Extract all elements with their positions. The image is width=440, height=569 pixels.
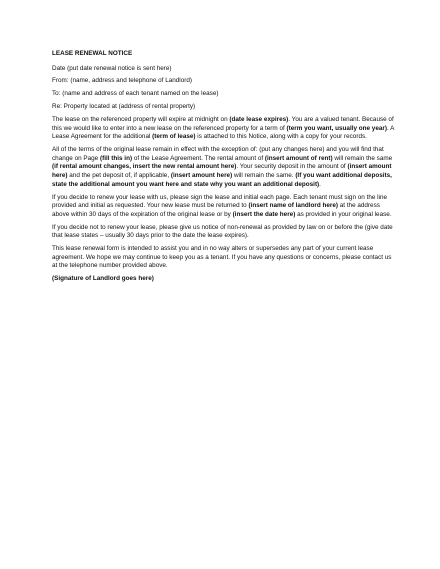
text: as provided in your original lease.: [295, 210, 392, 218]
text: The lease on the referenced property will expire at midnight on: [52, 116, 230, 124]
placeholder-security-deposit: (insert amount here): [52, 163, 392, 180]
date-line: Date (put date renewal notice is sent here): [52, 64, 172, 72]
paragraph-lease-expiry: [52, 116, 397, 142]
text: will remain the same: [332, 154, 393, 162]
from-line: From: (name, address and telephone of Landlord): [52, 77, 192, 85]
text: and the pet deposit of, if applicable,: [67, 172, 171, 180]
re-line: Re: Property located at (address of rental property): [52, 103, 196, 111]
document-title: LEASE RENEWAL NOTICE: [52, 50, 133, 57]
text: All of the terms of the original lease remain in effect with the exception of: (put any changes here) and you will find that change on Page: [52, 146, 384, 162]
signature-line: [52, 275, 397, 284]
text: is attached to this Notice, along with a copy for your records.: [195, 133, 367, 141]
placeholder-return-date: (insert the date here): [232, 210, 296, 218]
paragraph-lease-terms: [52, 146, 397, 189]
placeholder-landlord-name: (insert name of landlord here): [248, 202, 338, 210]
placeholder-page: (fill this in): [99, 154, 133, 162]
to-line: To: (name and address of each tenant named on the lease): [52, 90, 219, 98]
paragraph-disclaimer: This lease renewal form is intended to assist you and in no way alters or supersedes any part of your current lease agreement. We hope we may continue to keep you as a tenant. If you have any questions or concerns, please contact us at the telephone number provided above.: [52, 245, 392, 270]
placeholder-term-of-lease: (term of lease): [152, 133, 196, 141]
text: . You are a valued tenant. Because of this we would like to enter into a new lease on the referenced property for a term of: [52, 116, 394, 132]
text: .: [319, 180, 321, 188]
placeholder-date-lease-expires: (date lease expires): [229, 116, 289, 124]
placeholder-term: (term you want, usually one year): [286, 124, 387, 132]
paragraph-renewal-instructions: [52, 194, 397, 220]
paragraph-non-renewal: If you decide not to renew your lease, please give us notice of non-renewal as provided by law on or before the (give date that lease states – usually 30 days prior to the date the lease expires).: [52, 223, 393, 240]
placeholder-new-rent: (if rental amount changes, insert the new rental amount here): [52, 163, 237, 171]
text: . A Lease Agreement for the additional: [52, 124, 395, 141]
text: If you decide to renew your lease with us, please sign the lease and initial each page. Each tenant must sign on the line provided and initial as requested. Your new lease must be returned to: [52, 193, 388, 210]
signature-placeholder: (Signature of Landlord goes here): [52, 275, 154, 283]
lease-renewal-notice: [52, 50, 397, 288]
text: . Your security deposit in the amount of: [236, 163, 348, 171]
placeholder-pet-deposit: (insert amount here): [170, 172, 233, 180]
text: will remain the same.: [232, 172, 296, 180]
placeholder-rent: (insert amount of rent): [264, 154, 333, 162]
text: of the Lease Agreement. The rental amount of: [132, 154, 265, 162]
text: at the address above within 30 days of the expiration of the original lease or by: [52, 202, 380, 218]
placeholder-additional-deposit: (If you want additional deposits, state the additional amount you want here and state why you want an additional deposit): [52, 172, 392, 188]
